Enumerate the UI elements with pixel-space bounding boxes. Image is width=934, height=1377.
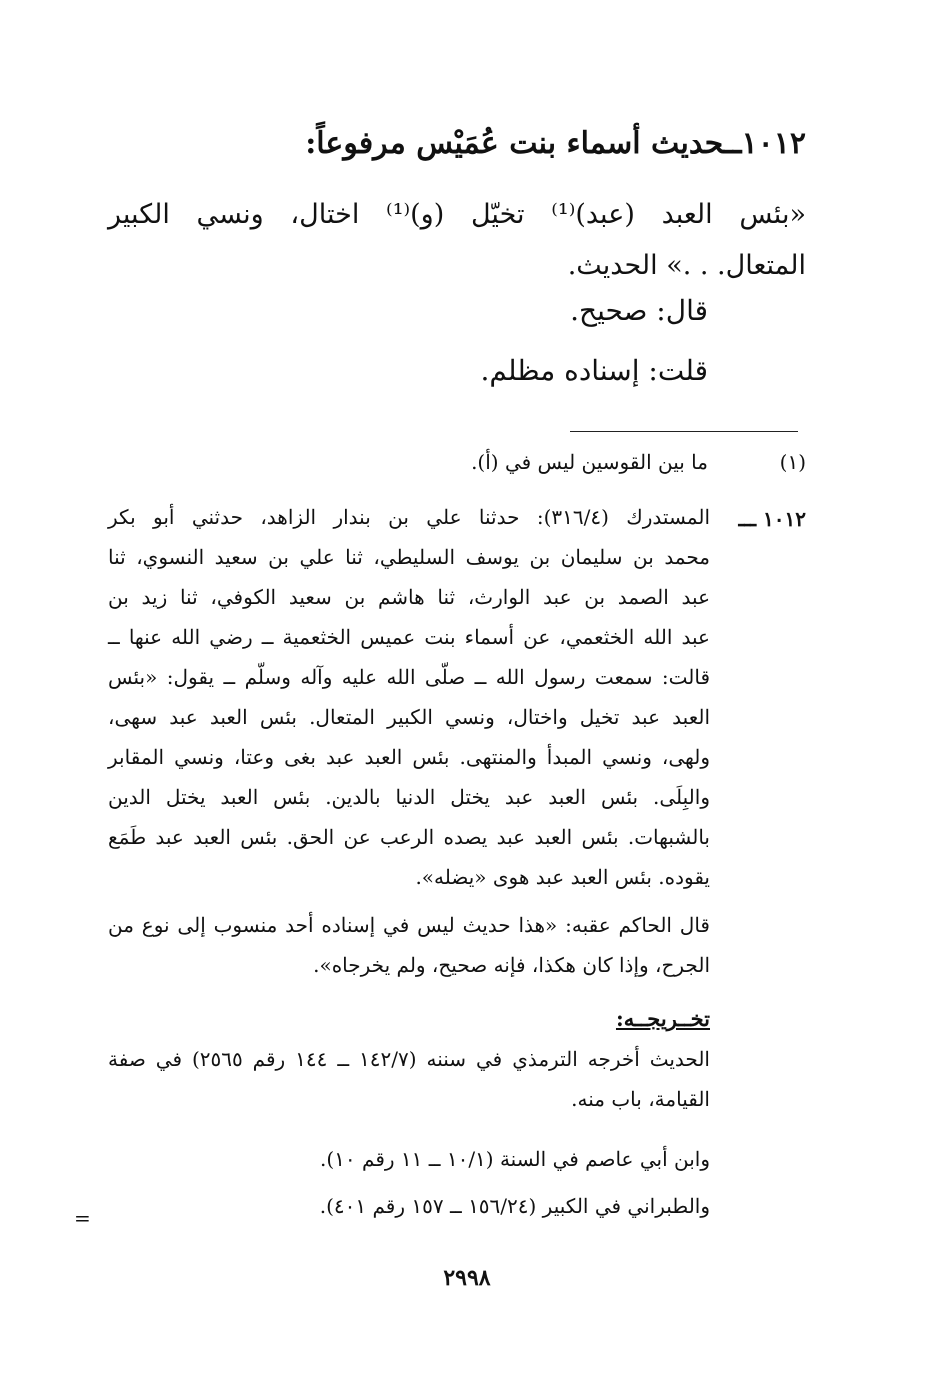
page-number: ٢٩٩٨ (443, 1265, 491, 1291)
takhrij-line: الحديث أخرجه الترمذي في سننه (١٤٢/٧ ــ ١٤٤ رقم ٢٥٦٥) في صفة (108, 1047, 710, 1071)
notes-line: عبد الصمد بن عبد الوارث، ثنا هاشم بن سعيد الكوفي، ثنا زيد بن (108, 585, 710, 609)
footnote-separator (570, 431, 798, 432)
takhrij-tabarani: والطبراني في الكبير (١٥٦/٢٤ ــ ١٥٧ رقم ٤٠١). (319, 1194, 710, 1218)
hadith-heading (305, 126, 806, 161)
notes-line: يقوده. بئس العبد عبد هوى «يضله». (415, 865, 710, 889)
notes-line: العبد عبد تخيل واختال، ونسي الكبير المتعال. بئس العبد عبد سهى، (108, 705, 711, 729)
hadith-title: حديث أسماء بنت عُمَيْس مرفوعاً: (305, 126, 724, 161)
hakim-verdict: قال: صحيح. (570, 294, 708, 327)
takhrij-heading: تخــريجــه: (615, 1006, 710, 1031)
continuation-mark: = (74, 1206, 91, 1230)
notes-line: قالت: سمعت رسول الله ــ صلّى الله عليه وآله وسلّم ــ يقول: «بئس (108, 665, 710, 689)
footnote-1-text: ما بين القوسين ليس في (أ). (471, 450, 708, 474)
notes-number: ١٠١٢ ـــ (738, 507, 806, 531)
takhrij-line: القيامة، باب منه. (571, 1087, 710, 1111)
takhrij-ibn-abi-asim: وابن أبي عاصم في السنة (١٠/١ ــ ١١ رقم ١٠). (320, 1147, 710, 1171)
hadith-quote-line-1: «بئس العبد (عبد)⁽¹⁾ تخيّل (و)⁽¹⁾ اختال، ونسي الكبير (108, 199, 806, 230)
notes-line: بالشبهات. بئس العبد عبد يصده الرعب عن الحق. بئس العبد عبد طَمَع (108, 825, 710, 849)
hadith-quote-line-2: المتعال. . .» الحديث. (567, 250, 806, 281)
notes-line: المستدرك (٣١٦/٤): حدثنا علي بن بندار الزاهد، حدثني أبو بكر (108, 505, 710, 529)
notes-line: محمد بن سليمان بن يوسف السليطي، ثنا علي بن سعيد النسوي، ثنا (108, 545, 710, 569)
notes-line: ولهى، ونسي المبدأ والمنتهى. بئس العبد عبد بغى وعتا، ونسي المقابر (108, 745, 710, 769)
hadith-number: ١٠١٢ــ (723, 126, 806, 161)
hakim-comment-line: قال الحاكم عقبه: «هذا حديث ليس في إسناده أحد منسوب إلى نوع من (108, 913, 710, 937)
hakim-comment (108, 913, 710, 993)
footnote-1 (780, 450, 806, 474)
hakim-comment-line: الجرح، وإذا كان هكذا، فإنه صحيح، ولم يخرجاه». (313, 953, 710, 977)
takhrij-body (108, 1047, 710, 1127)
dhahabi-verdict: قلت: إسناده مظلم. (480, 354, 708, 387)
notes-line: والبِلَى. بئس العبد عبد يختل الدنيا بالدين. بئس العبد يختل الدين (108, 785, 710, 809)
notes-body (108, 505, 710, 895)
footnote-1-number: (١) (779, 450, 806, 474)
notes-line: عبد الله الخثعمي، عن أسماء بنت عميس الخثعمية ــ رضي الله عنها ــ (108, 625, 710, 649)
